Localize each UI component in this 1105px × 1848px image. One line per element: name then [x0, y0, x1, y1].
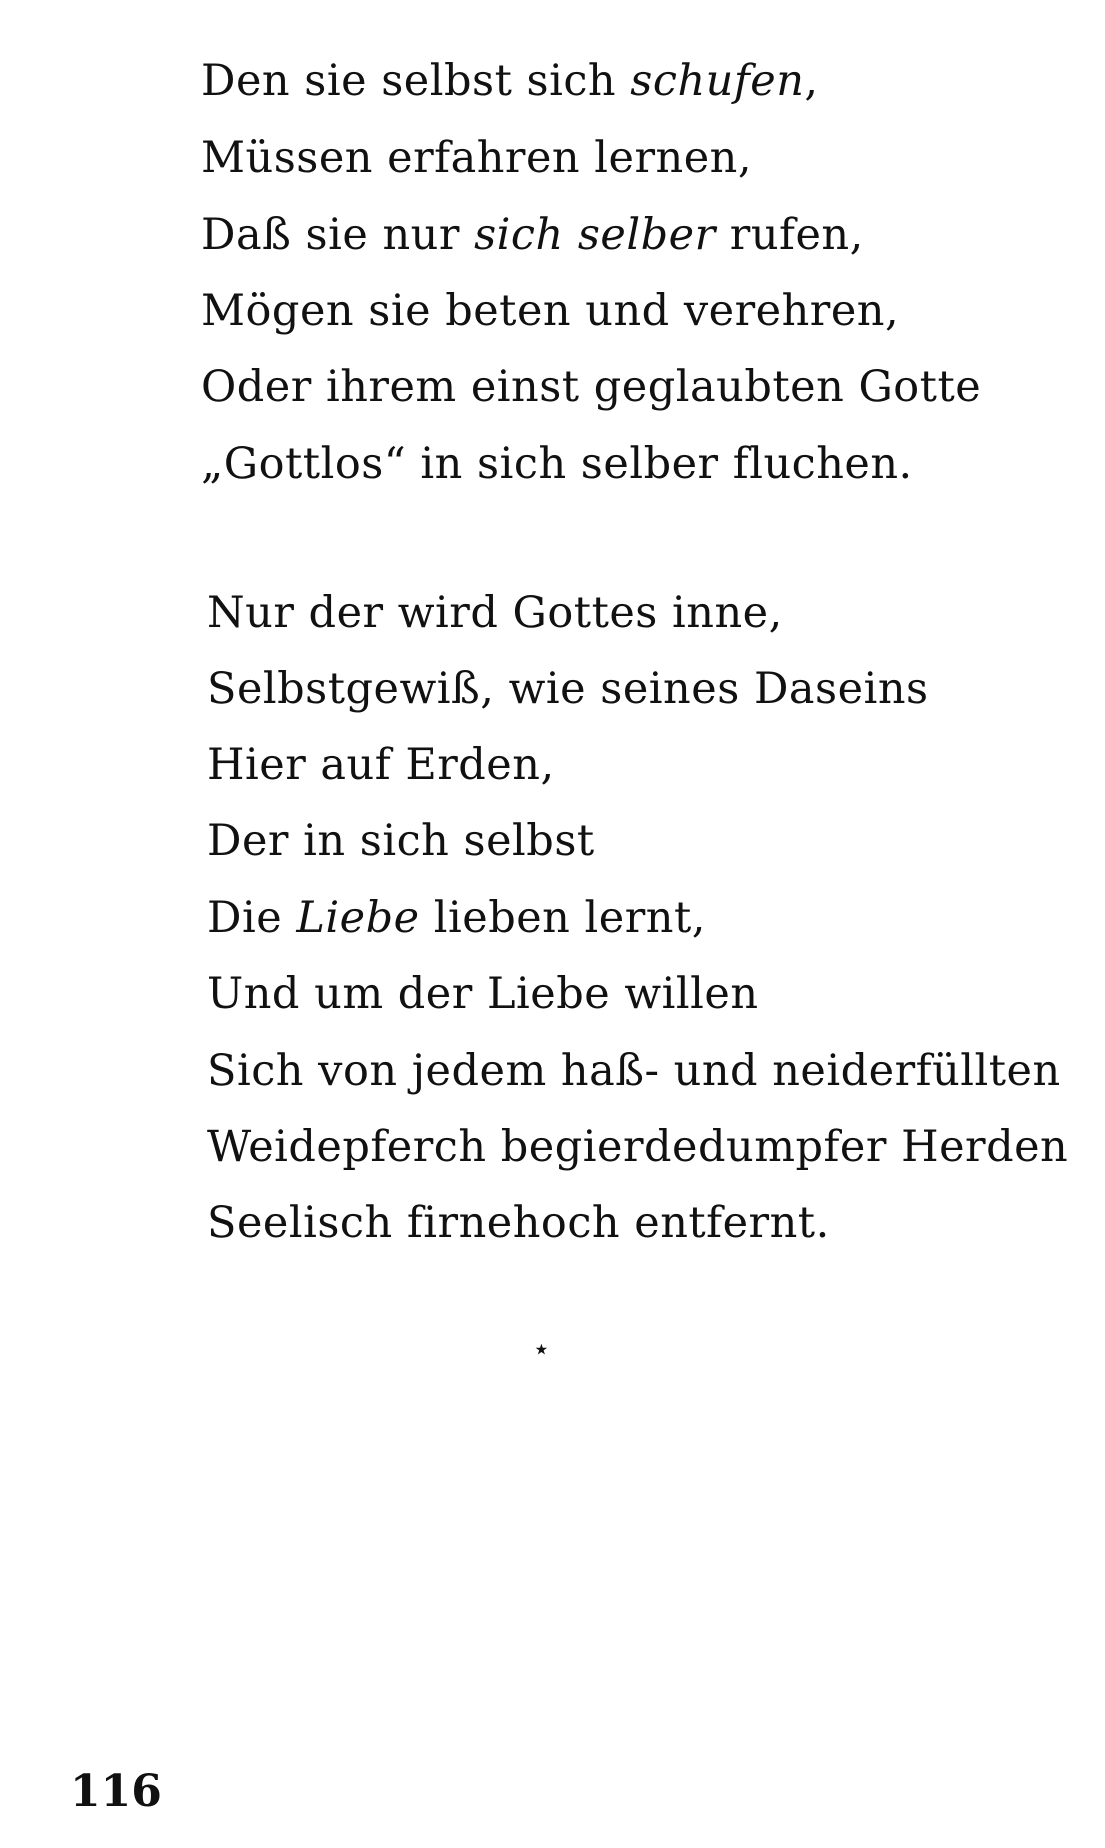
verse-line: Und um der Liebe willen: [207, 969, 759, 1019]
verse-line: Daß sie nur sich selber rufen,: [201, 210, 864, 260]
verse-line: Weidepferch begierdedumpfer Herden: [207, 1122, 1069, 1172]
verse-line: Den sie selbst sich schufen,: [201, 56, 819, 106]
verse-line: Selbstgewiß, wie seines Daseins: [207, 664, 929, 714]
verse-line: Die Liebe lieben lernt,: [207, 893, 706, 943]
verse-line: Oder ihrem einst geglaubten Gotte: [201, 362, 982, 412]
verse-line: Seelisch firnehoch entfernt.: [207, 1198, 830, 1248]
verse-line: Hier auf Erden,: [207, 740, 555, 790]
page-number: 116: [70, 1766, 162, 1817]
verse-line: Der in sich selbst: [207, 816, 595, 866]
verse-line: Sich von jedem haß- und neiderfüllten: [207, 1046, 1061, 1096]
section-separator-star: ⋆: [532, 1332, 551, 1367]
verse-line: Nur der wird Gottes inne,: [207, 588, 783, 638]
verse-line: Mögen sie beten und verehren,: [201, 286, 900, 336]
verse-line: „Gottlos“ in sich selber fluchen.: [201, 439, 913, 489]
verse-line: Müssen erfahren lernen,: [201, 133, 753, 183]
